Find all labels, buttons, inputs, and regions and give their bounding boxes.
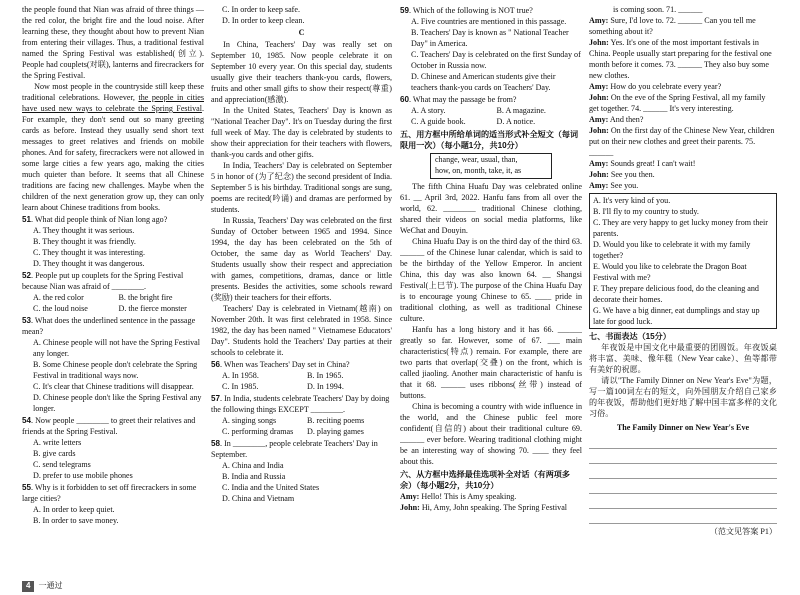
column-1 (22, 4, 204, 526)
options-row: C. In 1985. D. In 1994. (222, 382, 344, 391)
option: D. prefer to use mobile phones (33, 471, 133, 480)
question-55: 55. Why is it forbidden to set off firecrackers in some large cities? (22, 483, 197, 503)
writing-line (589, 481, 777, 494)
option: D. Chinese people don't like the Spring Festival any longer. (33, 393, 202, 413)
dialogue-options-box (589, 193, 777, 329)
page-number: 4 (22, 581, 34, 592)
option: A. write letters (33, 438, 82, 447)
option: D. Would you like to celebrate it with my family together? (593, 240, 751, 260)
question-51: 51. What did people think of Nian long ago? (22, 215, 168, 224)
dialogue-line: Amy: How do you celebrate every year? (589, 82, 722, 91)
question-57: 57. In India, students celebrate Teachers' Day by doing the following things EXCEPT ________. (211, 394, 390, 414)
option: A. In order to keep quiet. (33, 505, 115, 514)
dialogue-line: Amy: Sounds great! I can't wait! (589, 159, 696, 168)
option: B. Some Chinese people don't celebrate the Spring Festival in traditional ways now. (33, 360, 198, 380)
option: B. Teachers' Day is known as " National Teacher Day" in America. (411, 28, 569, 48)
option: F. They prepare delicious food, do the cleaning and decorate their homes. (593, 284, 759, 304)
column-4 (589, 4, 777, 537)
options-row: C. A guide book. D. A notice. (411, 117, 536, 126)
option: B. They thought it was friendly. (33, 237, 136, 246)
dialogue-line: Amy: Sure, I'd love to. 72. ______ Can you tell me something about it? (589, 16, 756, 36)
option: D. They thought it was dangerous. (33, 259, 145, 268)
word-bank-line-1: change, wear, usual, than, (435, 155, 518, 164)
dialogue-line: John: Hi, Amy, John speaking. The Spring Festival (400, 502, 568, 512)
options-row: C. performing dramas D. playing games (222, 427, 364, 436)
brand-label: 一通过 (38, 581, 63, 591)
cloze-para-4: China is becoming a country with wide influence in the world, and the Chinese public feel more confident(自信的) about their traditional culture 69. ______ ever before. Wearing traditional clothing might be an interesting way of showing 70. ____ they feel about this. (400, 401, 582, 466)
writing-line (589, 466, 777, 479)
section-c-heading: C (298, 28, 305, 37)
passage-c-para-4: In Russia, Teachers' Day was celebrated on the first Sunday of October between 1965 and 1994. Since 1994, the day has been celebrated on the 5th of October, the same day as World Teachers' Day. Students usually show their respect and appreciation with games, competitions, dramas, dance or little presents. Besides the activities, some schools reward (奖励) their teachers for their efforts. (211, 216, 392, 302)
question-56: 56. When was Teachers' Day set in China? (211, 360, 350, 369)
options-row: A. the red color B. the bright fire (33, 293, 173, 302)
option: C. India and the United States (222, 483, 320, 492)
option: C. It's clear that Chinese traditions will disappear. (33, 382, 194, 391)
option: B. I'll fly to my country to study. (593, 207, 699, 216)
option: D. China and Vietnam (222, 494, 295, 503)
writing-line (589, 436, 777, 449)
page-footer (22, 581, 62, 592)
options-row: A. In 1958. B. In 1965. (222, 371, 344, 380)
section-5-heading: 五、用方框中所给单词的适当形式补全短文（每词限用一次）（每小题1分，共10分） (400, 130, 579, 150)
option: C. They are very happy to get lucky money from their parents. (593, 218, 768, 238)
writing-line (589, 511, 777, 524)
underlined-sentence: the people in cities have used new ways to celebrate the Spring Festival (22, 93, 204, 113)
cloze-para-1: The fifth China Huafu Day was celebrated online 61. __ April 3rd, 2022. Hanfu fans from all over the world, 62. ________ traditional Chinese clothing, shared their videos on social media platforms, like WeChat and Douyin. (400, 181, 582, 235)
options-row: C. the loud noise D. the fierce monster (33, 304, 187, 313)
option: B. In order to save money. (33, 516, 119, 525)
dialogue-line: Amy: Hello! This is Amy speaking. (400, 491, 517, 501)
passage-c-para-5: Teachers' Day is celebrated in Vietnam(越南) on November 20th. It was first celebrated in 1958. Since 1982, the day has been named " Vietnamese Educators' Day". Students hold the Teachers' Day parties at their schools to celebrate it. (211, 304, 392, 357)
section-6-heading: 六、从方框中选择最佳选项补全对话（有两项多余）（每小题2分，共10分） (400, 469, 570, 490)
cloze-para-3: Hanfu has a long history and it has 66. ______ greatly so far. However, some of 67. ___ main characteristics(特点) remain. For example, there are two parts that overlap(交叠) on the front, which is called jiaoling. Another main characteristic of hanfu is that it 68. ______ uses ribbons(丝带) instead of buttons. (400, 324, 582, 400)
question-58: 58. In ________, people celebrate Teachers' Day in September. (211, 439, 378, 459)
option: A. Five countries are mentioned in this passage. (411, 17, 567, 26)
question-53: 53. What does the underlined sentence in the passage mean? (22, 316, 196, 336)
option: C. send telegrams (33, 460, 91, 469)
word-bank-line-2: how, on, month, take, it, as (435, 165, 522, 175)
option: A. China and India (222, 461, 284, 470)
writing-line (589, 451, 777, 464)
essay-title: The Family Dinner on New Year's Eve (616, 423, 750, 432)
column-3 (400, 4, 582, 513)
writing-line (589, 496, 777, 509)
dialogue-line: John: See you then. (589, 170, 655, 179)
question-59: 59. Which of the following is NOT true? (400, 6, 533, 15)
dialogue-line: Amy: And then? (589, 115, 644, 124)
options-row: A. singing songs B. reciting poems (222, 416, 365, 425)
dialogue-line: Amy: See you. (589, 181, 639, 190)
option: A. Chinese people will not have the Spring Festival any longer. (33, 338, 201, 358)
option: D. In order to keep clean. (222, 16, 305, 25)
cloze-para-2: China Huafu Day is on the third day of the third 63. ______ of the Chinese lunar calendar, which is said to be the birthday of the Yellow Emperor. In ancient China, this day was also known 64. __ Shangsi Festival(上巳节). The purpose of the China Huafu Day is to encourage young Chinese to 65. ____ pride in traditional clothing, as well as traditional Chinese culture. (400, 236, 582, 323)
word-bank-box (430, 153, 552, 179)
question-52: 52. People put up couplets for the Spring Festival because Nian was afraid of ________. (22, 271, 184, 291)
dialogue-line: John: Yes. It's one of the most important festivals in China. People usually start preparing for the festival one month before it comes. 73. ______ They also buy some new clothes. (589, 38, 772, 80)
section-7-heading: 七、书面表达（15分） (589, 332, 671, 341)
option: B. India and Russia (222, 472, 286, 481)
dialogue-line: is coming soon. 71. ______ (613, 5, 703, 14)
writing-prompt-2: 请以"The Family Dinner on New Year's Eve"为题，写一篇100词左右的短文，向外国朋友介绍自己家乡的年夜饭，帮助他们更好地了解中国丰富多样的文化习俗。 (589, 376, 777, 418)
option: D. Chinese and American students give their teachers thank-you cards on Teachers' Day. (411, 72, 556, 92)
passage-c-para-3: In India, Teachers' Day is celebrated on September 5 in honor of (为了纪念) the second president of India. September 5 is his birthday. Traditional songs are sung, poems are recited(吟诵) and dramas are performed by students. (211, 161, 392, 214)
passage-b-para-2: Now most people in the countryside still keep these traditional celebrations. However, the people in cities have used new ways to celebrate the Spring Festival. For example, they don't send out so many greeting cards as before. Instead they usually send short text messages to greet relatives and friends on mobile phones. And for safety, firecrackers were not allowed in some large cities a few years ago, making the cities much quieter than before. It seems that all Chinese traditions are facing new challenges. Maybe when the children of the next generation grow up, they can only learn about Chinese traditions from books. (22, 82, 204, 212)
writing-prompt-1: 年夜饭是中国文化中最重要的团圆饭。年夜饭桌将丰富、美味、像年糕（New Year cake）、鱼等都带有美好的祝愿。 (589, 343, 777, 374)
option: A. It's very kind of you. (593, 196, 671, 205)
answer-reference: （范文见答案 P1） (709, 527, 777, 536)
question-54: 54. Now people ________ to greet their relatives and friends at the Spring Festival. (22, 416, 196, 436)
dialogue-line: John: On the first day of the Chinese New Year, children put on their new clothes and greet their parents. 75. ______ (589, 126, 775, 157)
passage-c-para-2: In the United States, Teachers' Day is known as "National Teacher Day". It's on Tuesday during the first full week of May. The day is celebrated by students to show their appreciation for their teachers with flowers, thank-you cards and other gifts. (211, 106, 392, 159)
option: E. Would you like to celebrate the Dragon Boat Festival with me? (593, 262, 747, 282)
passage-c-para-1: In China, Teachers' Day was really set on September 10, 1985. Now people celebrate it on September 10 every year. On this special day, students usually give their teachers thank-you cards, flowers, fruits and other small gifts to show their respect(尊重) and appreciation(感激). (211, 40, 392, 104)
option: C. They thought it was interesting. (33, 248, 146, 257)
question-60: 60. What may the passage be from? (400, 95, 517, 104)
option: C. In order to keep safe. (222, 5, 300, 14)
option: C. Teachers' Day is celebrated on the first Sunday of October in Russia now. (411, 50, 581, 70)
column-2 (211, 4, 392, 504)
dialogue-line: John: On the eve of the Spring Festival, all my family get together. 74. ______ It's very interesting. (589, 93, 766, 113)
options-row: A. A story. B. A magazine. (411, 106, 546, 115)
option: G. We have a big dinner, eat dumplings and stay up late for good luck. (593, 306, 760, 326)
passage-b-para-1: the people found that Nian was afraid of three things — the red color, the bright fire and the loud noise. After learning these, they thought about how to prevent Nian from entering their villages. Thus, a traditional festival named the Spring Festival was established(创立). People had couplets(对联), lanterns and firecrackers for the Spring Festival. (22, 5, 204, 80)
option: B. give cards (33, 449, 76, 458)
option: A. They thought it was serious. (33, 226, 135, 235)
